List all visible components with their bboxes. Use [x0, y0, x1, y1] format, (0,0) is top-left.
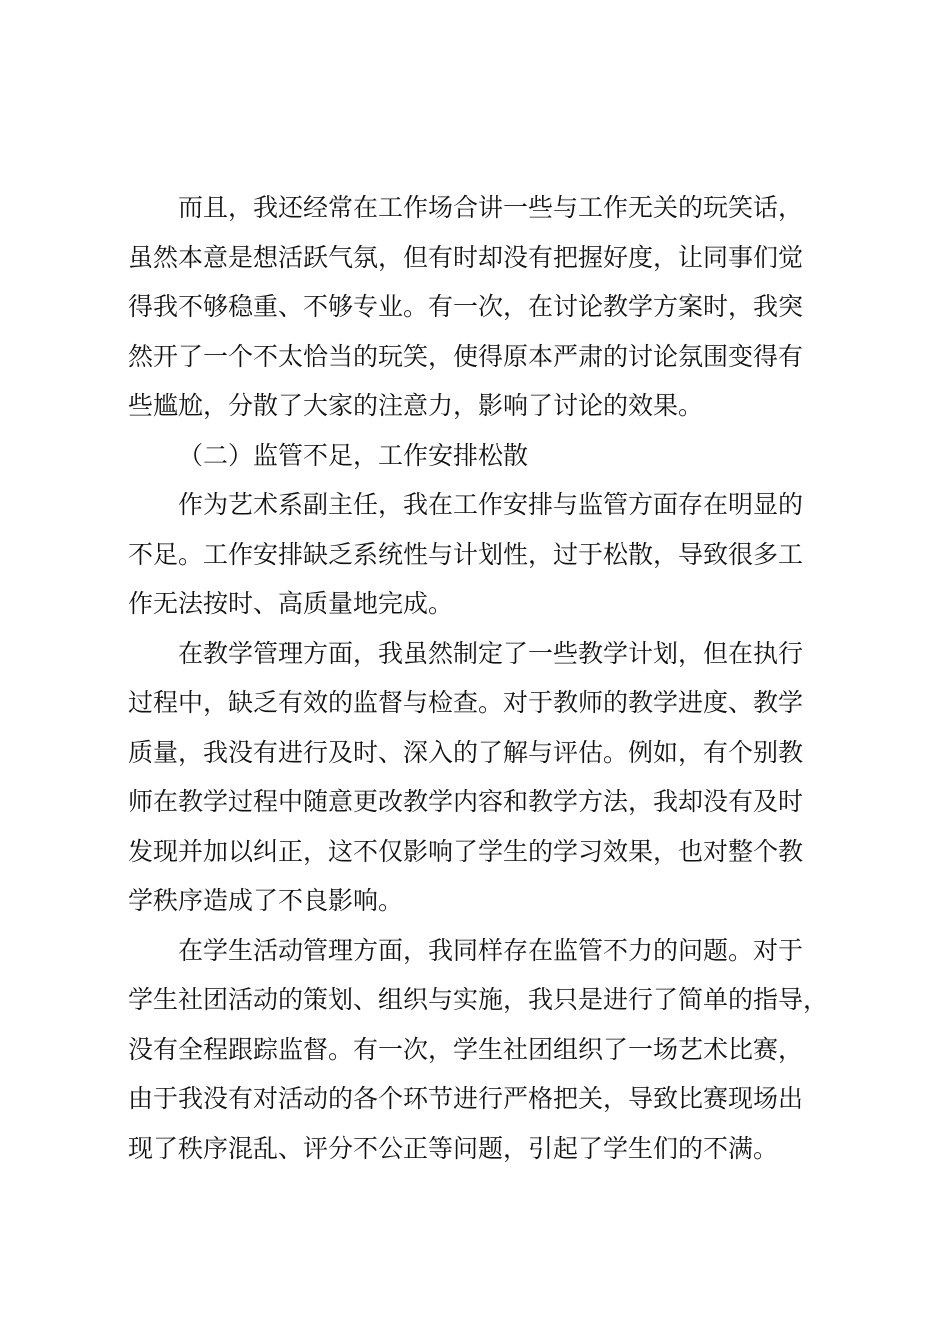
- paragraph-1-line-4: 然开了一个不太恰当的玩笑，使得原本严肃的讨论氛围变得有: [128, 341, 804, 371]
- paragraph-5-line-5: 现了秩序混乱、评分不公正等问题，引起了学生们的不满。: [128, 1133, 779, 1163]
- paragraph-5-line-1: 在学生活动管理方面，我同样存在监管不力的问题。对于: [178, 935, 804, 965]
- paragraph-1-line-3: 得我不够稳重、不够专业。有一次，在讨论教学方案时，我突: [128, 292, 804, 321]
- paragraph-4-line-1: 在教学管理方面，我虽然制定了一些教学计划，但在执行: [178, 638, 804, 668]
- paragraph-5-line-4: 由于我没有对活动的各个环节进行严格把关，导致比赛现场出: [128, 1084, 804, 1113]
- paragraph-1-line-1: 而且，我还经常在工作场合讲一些与工作无关的玩笑话，: [178, 193, 804, 222]
- section-heading: （二）监管不足，工作安排松散: [178, 440, 529, 470]
- paragraph-4-line-3: 质量，我没有进行及时、深入的了解与评估。例如，有个别教: [128, 737, 804, 767]
- paragraph-1-line-2: 虽然本意是想活跃气氛，但有时却没有把握好度，让同事们觉: [128, 242, 804, 272]
- paragraph-4-line-5: 发现并加以纠正，这不仅影响了学生的学习效果，也对整个教: [128, 836, 804, 866]
- paragraph-4-line-4: 师在教学过程中随意更改教学内容和教学方法，我却没有及时: [128, 787, 804, 816]
- paragraph-3-line-1: 作为艺术系副主任，我在工作安排与监管方面存在明显的: [178, 490, 804, 519]
- paragraph-1-line-5: 些尴尬，分散了大家的注意力，影响了讨论的效果。: [128, 391, 704, 420]
- paragraph-4-line-2: 过程中，缺乏有效的监督与检查。对于教师的教学进度、教学: [128, 688, 804, 717]
- paragraph-3-line-2: 不足。工作安排缺乏系统性与计划性，过于松散，导致很多工: [128, 539, 804, 569]
- paragraph-5-line-2: 学生社团活动的策划、组织与实施，我只是进行了简单的指导，: [128, 985, 829, 1014]
- paragraph-4-line-6: 学秩序造成了不良影响。: [128, 886, 404, 915]
- document-body: [128, 183, 838, 1173]
- paragraph-5-line-3: 没有全程跟踪监督。有一次，学生社团组织了一场艺术比赛，: [128, 1034, 804, 1064]
- paragraph-3-line-3: 作无法按时、高质量地完成。: [128, 589, 454, 618]
